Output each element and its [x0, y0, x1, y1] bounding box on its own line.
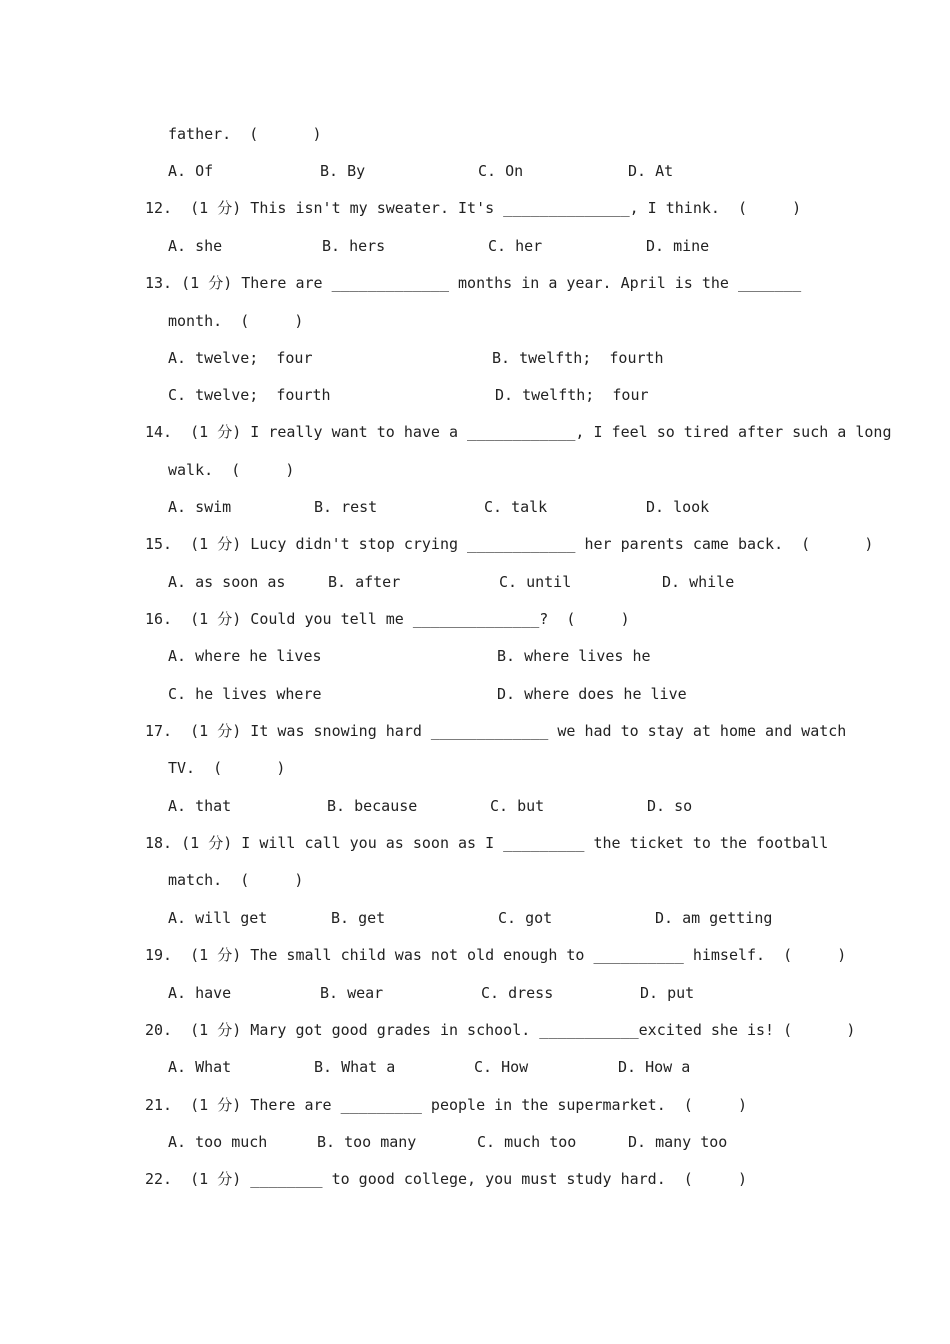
q13-option-c: C. twelve; fourth: [168, 386, 331, 404]
q17-option-a: A. that: [168, 797, 232, 815]
question-15-stem: 15. (1 分) Lucy didn't stop crying ____________ her parents came back. ( ): [145, 535, 874, 553]
q15-option-c: C. until: [499, 573, 572, 591]
q14-option-b: B. rest: [314, 498, 378, 516]
q20-option-a: A. What: [168, 1058, 232, 1076]
q19-option-d: D. put: [640, 984, 695, 1002]
question-17-stem: 17. (1 分) It was snowing hard _____________ we had to stay at home and watch: [145, 722, 847, 740]
q12-option-b: B. hers: [322, 237, 386, 255]
question-17-stem-cont: TV. ( ): [168, 759, 286, 777]
q20-option-d: D. How a: [618, 1058, 691, 1076]
question-18-stem: 18. (1 分) I will call you as soon as I _________ the ticket to the football: [145, 834, 829, 852]
question-19-stem: 19. (1 分) The small child was not old enough to __________ himself. ( ): [145, 946, 847, 964]
q21-option-d: D. many too: [628, 1133, 728, 1151]
q17-option-c: C. but: [490, 797, 545, 815]
question-16-stem: 16. (1 分) Could you tell me ______________? ( ): [145, 610, 630, 628]
q18-option-a: A. will get: [168, 909, 268, 927]
q14-option-a: A. swim: [168, 498, 232, 516]
q12-option-d: D. mine: [646, 237, 710, 255]
q18-option-c: C. got: [498, 909, 553, 927]
q18-option-b: B. get: [331, 909, 386, 927]
q12-option-c: C. her: [488, 237, 543, 255]
question-20-stem: 20. (1 分) Mary got good grades in school. ___________excited she is! ( ): [145, 1021, 856, 1039]
q21-option-a: A. too much: [168, 1133, 268, 1151]
q14-option-d: D. look: [646, 498, 710, 516]
question-21-stem: 21. (1 分) There are _________ people in the supermarket. ( ): [145, 1096, 747, 1114]
q21-option-c: C. much too: [477, 1133, 577, 1151]
option-a: A. Of: [168, 162, 214, 180]
q19-option-c: C. dress: [481, 984, 554, 1002]
option-c: C. On: [478, 162, 524, 180]
option-b: B. By: [320, 162, 366, 180]
question-13-stem: 13. (1 分) There are _____________ months in a year. April is the _______: [145, 274, 802, 292]
q14-option-c: C. talk: [484, 498, 548, 516]
q21-option-b: B. too many: [317, 1133, 417, 1151]
q13-option-d: D. twelfth; four: [495, 386, 649, 404]
q19-option-b: B. wear: [320, 984, 384, 1002]
question-13-stem-cont: month. ( ): [168, 312, 304, 330]
question-18-stem-cont: match. ( ): [168, 871, 304, 889]
q15-option-a: A. as soon as: [168, 573, 286, 591]
q15-option-b: B. after: [328, 573, 401, 591]
q17-option-b: B. because: [327, 797, 418, 815]
q20-option-b: B. What a: [314, 1058, 396, 1076]
q12-option-a: A. she: [168, 237, 223, 255]
q17-option-d: D. so: [647, 797, 693, 815]
option-d: D. At: [628, 162, 674, 180]
q18-option-d: D. am getting: [655, 909, 773, 927]
q16-option-a: A. where he lives: [168, 647, 322, 665]
q13-option-a: A. twelve; four: [168, 349, 313, 367]
q16-option-d: D. where does he live: [497, 685, 687, 703]
q13-option-b: B. twelfth; fourth: [492, 349, 664, 367]
question-22-stem: 22. (1 分) ________ to good college, you must study hard. ( ): [145, 1170, 747, 1188]
question-14-stem-cont: walk. ( ): [168, 461, 295, 479]
q20-option-c: C. How: [474, 1058, 529, 1076]
question-12-stem: 12. (1 分) This isn't my sweater. It's ______________, I think. ( ): [145, 199, 802, 217]
question-continuation: father. ( ): [168, 125, 322, 143]
q16-option-c: C. he lives where: [168, 685, 322, 703]
q19-option-a: A. have: [168, 984, 232, 1002]
q15-option-d: D. while: [662, 573, 735, 591]
question-14-stem: 14. (1 分) I really want to have a ____________, I feel so tired after such a long: [145, 423, 892, 441]
q16-option-b: B. where lives he: [497, 647, 651, 665]
